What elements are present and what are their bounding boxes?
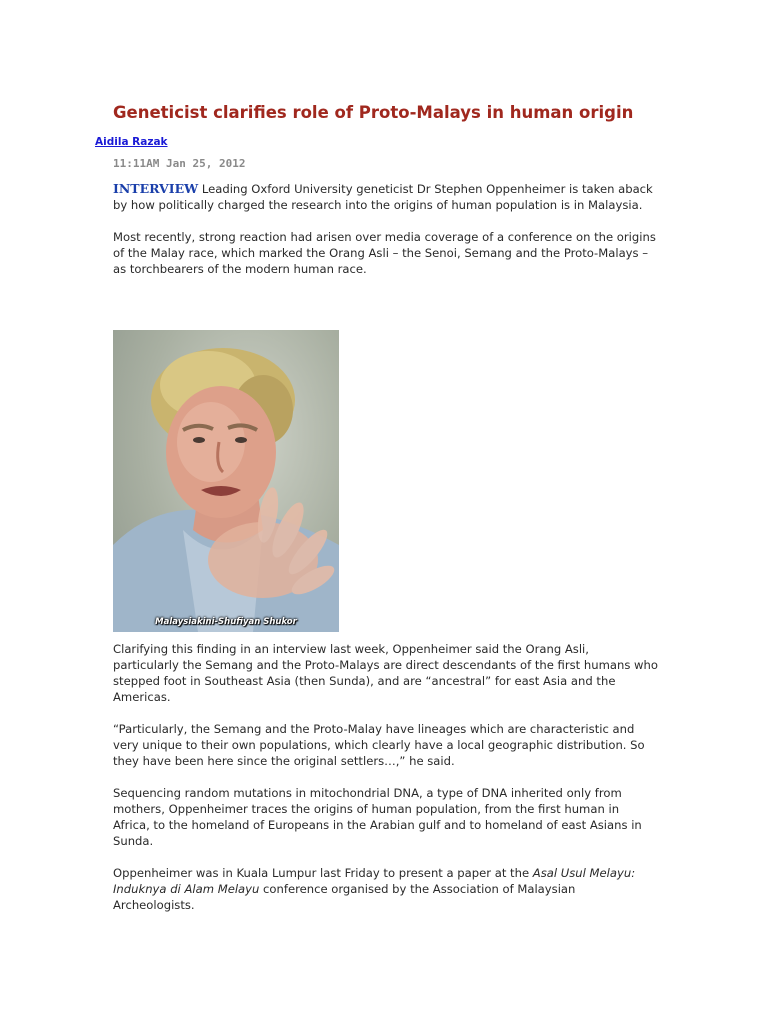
interview-label: INTERVIEW <box>113 181 199 196</box>
author-link[interactable]: Aidila Razak <box>95 136 168 148</box>
article-timestamp: 11:11AM Jan 25, 2012 <box>113 157 246 170</box>
paragraph-2: Most recently, strong reaction had arisen over media coverage of a conference on the origins of the Malay race, which marked the Orang Asli – the Senoi, Semang and the Proto-Malays – as torchbearers of the modern human race. <box>113 230 656 276</box>
paragraph-6-end: conference organised by the Association of Malaysian Archeologists. <box>113 882 576 912</box>
paragraph-6 <box>113 865 658 913</box>
article-headline: Geneticist clarifies role of Proto-Malays in human origin <box>113 103 634 122</box>
portrait-illustration <box>113 330 339 632</box>
article-photo <box>113 330 339 632</box>
article-body-bottom <box>113 641 658 929</box>
paragraph-1 <box>113 181 658 213</box>
paragraph-1-text: Leading Oxford University geneticist Dr Stephen Oppenheimer is taken aback by how politically charged the research into the origins of human population is in Malaysia. <box>113 182 653 212</box>
conference-title: Asal Usul Melayu: Induknya di Alam Melayu <box>113 866 636 896</box>
paragraph-4: “Particularly, the Semang and the Proto-Malay have lineages which are characteristic and very unique to their own populations, which clearly have a local geographic distribution. So they have been here since the original settlers…,” he said. <box>113 722 645 768</box>
paragraph-5: Sequencing random mutations in mitochondrial DNA, a type of DNA inherited only from mothers, Oppenheimer traces the origins of human population, from the first human in Africa, to the homeland of Europeans in the Arabian gulf and to homeland of east Asians in Sunda. <box>113 786 642 848</box>
paragraph-6-start: Oppenheimer was in Kuala Lumpur last Friday to present a paper at the <box>113 866 533 880</box>
article-body-top <box>113 181 658 293</box>
paragraph-3: Clarifying this finding in an interview last week, Oppenheimer said the Orang Asli, particularly the Semang and the Proto-Malays are direct descendants of the first humans who stepped foot in Southeast Asia (then Sunda), and are “ancestral” for east Asia and the Americas. <box>113 642 658 704</box>
photo-caption: Malaysiakini-Shufiyan Shukor <box>155 617 297 627</box>
